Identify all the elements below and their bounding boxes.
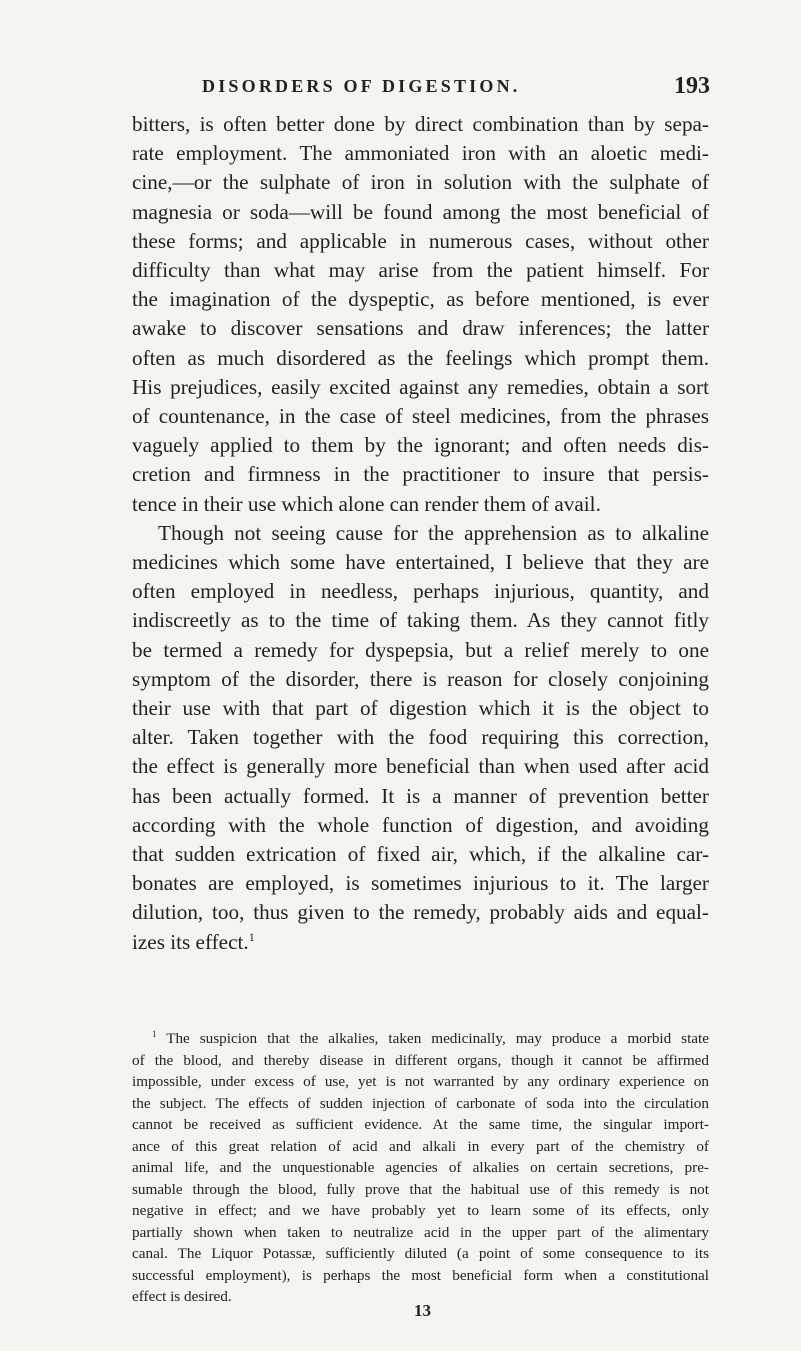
running-title: DISORDERS OF DIGESTION.	[202, 76, 521, 96]
text-line: dilution, too, thus given to the remedy, probably aids and equal-	[132, 900, 709, 925]
footnote-line-content: The suspicion that the alkalies, taken medicinally, may produce a morbid state	[166, 1030, 709, 1047]
footnote-line: negative in effect; and we have probably yet to learn some of its effects, only	[132, 1202, 709, 1219]
footnote-line: sumable through the blood, fully prove that the habitual use of this remedy is not	[132, 1180, 709, 1198]
text-line: Though not seeing cause for the apprehension as to alkaline	[158, 520, 709, 545]
footnote-line	[132, 1028, 709, 1050]
footnote-line: partially shown when taken to neutralize acid in the upper part of the alimentary	[132, 1223, 709, 1241]
text-line: often employed in needless, perhaps injurious, quantity, and	[132, 579, 709, 604]
text-line: cretion and firmness in the practitioner to insure that persis-	[132, 462, 709, 487]
text-line: be termed a remedy for dyspepsia, but a relief merely to one	[132, 637, 709, 662]
text-line: indiscreetly as to the time of taking them. As they cannot fitly	[132, 608, 709, 633]
text-line: bitters, is often better done by direct combination than by sepa-	[132, 112, 709, 136]
text-line: of countenance, in the case of steel medicines, from the phrases	[132, 404, 709, 429]
text-line: medicines which some have entertained, I believe that they are	[132, 550, 709, 575]
footnote-reference[interactable]: 1	[248, 929, 255, 944]
text-line: His prejudices, easily excited against any remedies, obtain a sort	[132, 374, 709, 399]
footnote	[132, 1028, 709, 1308]
footnote-line: animal life, and the unquestionable agencies of alkalies on certain secretions, pre-	[132, 1159, 709, 1176]
text-line: magnesia or soda—will be found among the most beneficial of	[132, 199, 709, 224]
text-line: their use with that part of digestion which it is the object to	[132, 696, 709, 721]
text-line-with-note	[132, 928, 709, 957]
footnote-marker: 1	[152, 1028, 157, 1039]
text-line-content: izes its effect.	[132, 929, 249, 954]
text-line: alter. Taken together with the food requiring this correction,	[132, 725, 709, 750]
text-line: often as much disordered as the feelings which prompt them.	[132, 345, 709, 370]
text-line: that sudden extrication of fixed air, which, if the alkaline car-	[132, 842, 709, 867]
text-line: these forms; and applicable in numerous cases, without other	[132, 228, 709, 253]
text-line: rate employment. The ammoniated iron with an aloetic medi-	[132, 141, 709, 166]
signature-mark: 13	[414, 1301, 431, 1320]
body-text	[132, 110, 709, 957]
text-line: the effect is generally more beneficial than when used after acid	[132, 754, 709, 779]
text-line: has been actually formed. It is a manner of prevention better	[132, 783, 709, 808]
text-line: bonates are employed, is sometimes injurious to it. The larger	[132, 871, 709, 896]
paragraph-1	[132, 110, 709, 519]
text-line: cine,—or the sulphate of iron in solution with the sulphate of	[132, 170, 709, 195]
text-line: difficulty than what may arise from the patient himself. For	[132, 258, 709, 283]
text-line: the imagination of the dyspeptic, as before mentioned, is ever	[132, 287, 709, 312]
text-line: according with the whole function of digestion, and avoiding	[132, 812, 709, 837]
text-line: vaguely applied to them by the ignorant; and often needs dis-	[132, 433, 709, 458]
footnote-line: impossible, under excess of use, yet is not warranted by any ordinary experience on	[132, 1073, 709, 1090]
footnote-line: the subject. The effects of sudden injection of carbonate of soda into the circulation	[132, 1094, 709, 1112]
footnote-line: effect is desired.	[132, 1288, 232, 1305]
page-number: 193	[674, 73, 710, 99]
text-line: symptom of the disorder, there is reason for closely conjoining	[132, 666, 709, 691]
text-line: awake to discover sensations and draw inferences; the latter	[132, 316, 709, 341]
footnote-line: of the blood, and thereby disease in different organs, though it cannot be affirmed	[132, 1051, 709, 1069]
footnote-line: ance of this great relation of acid and alkali in every part of the chemistry of	[132, 1137, 709, 1155]
footnote-line: canal. The Liquor Potassæ, sufficiently diluted (a point of some consequence to its	[132, 1245, 709, 1262]
running-head	[130, 73, 710, 102]
footnote-line: successful employment), is perhaps the most beneficial form when a constitutional	[132, 1266, 709, 1284]
text-line: tence in their use which alone can render them of avail.	[132, 491, 601, 516]
footnote-line: cannot be received as sufficient evidence. At the same time, the singular import-	[132, 1116, 709, 1133]
paragraph-2	[132, 519, 709, 957]
